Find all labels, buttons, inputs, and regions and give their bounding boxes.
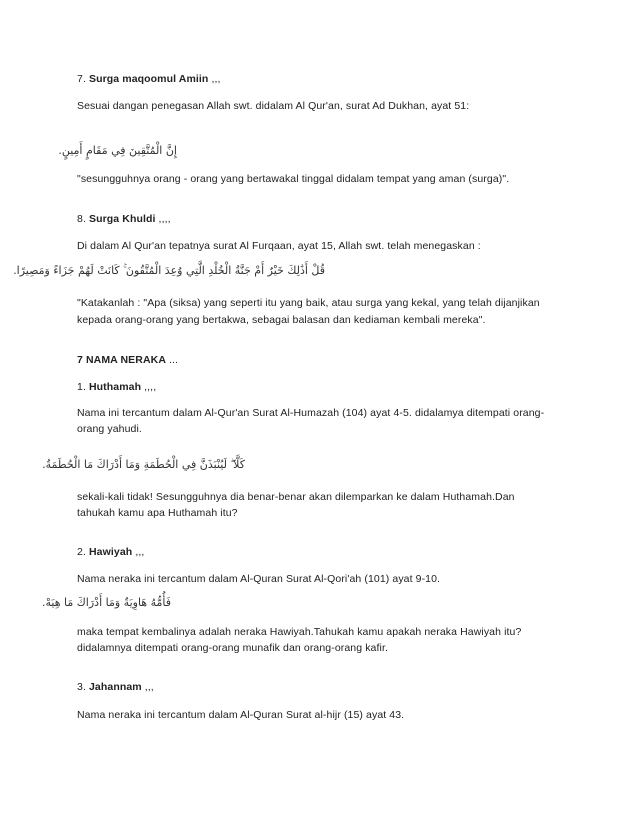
arabic-verse: إِنَّ الْمُتَّقِينَ فِي مَقَامٍ أَمِينٍ.: [58, 144, 177, 157]
section-number: 3.: [77, 681, 89, 693]
section-title: 7 NAMA NERAKA: [77, 354, 166, 366]
section-heading-7-nama-neraka: [77, 353, 178, 368]
verse-translation: maka tempat kembalinya adalah neraka Hawiyah.Tahukah kamu apakah neraka Hawiyah itu? didalamnya ditempati orang-orang munafik dan orang-orang kafir.: [77, 626, 522, 654]
section-suffix: ,,,,: [155, 213, 171, 225]
paragraph-intro: Nama neraka ini tercantum dalam Al-Quran Surat al-hijr (15) ayat 43.: [77, 709, 405, 721]
section-title: Jahannam: [88, 681, 142, 693]
section-title: Surga maqoomul Amiin: [88, 73, 209, 85]
paragraph-intro: Di dalam Al Qur'an tepatnya surat Al Furqaan, ayat 15, Allah swt. telah menegaskan :: [77, 240, 481, 252]
arabic-verse: كَلَّا ۖ لَيُنْبَذَنَّ فِي الْحُطَمَةِ وَمَا أَدْرَاكَ مَا الْحُطَمَةُ.: [42, 458, 245, 471]
section-heading-surga-khuldi: [77, 212, 171, 227]
section-number: 8.: [77, 213, 89, 225]
paragraph-intro: Sesuai dangan penegasan Allah swt. didalam Al Qur'an, surat Ad Dukhan, ayat 51:: [77, 100, 470, 112]
section-heading-huthamah: [77, 380, 156, 395]
paragraph-intro: Nama neraka ini tercantum dalam Al-Quran Surat Al-Qori'ah (101) ayat 9-10.: [77, 573, 441, 585]
section-suffix: ,,,: [208, 73, 221, 85]
section-heading-jahannam: [77, 680, 154, 695]
verse-translation-line-2: kepada orang-orang yang bertakwa, sebagai balasan dan kediaman kembali mereka".: [77, 314, 486, 326]
section-heading-hawiyah: [77, 545, 144, 560]
paragraph-intro: Nama ini tercantum dalam Al-Qur'an Surat Al-Humazah (104) ayat 4-5. didalamya ditempati orang-orang yahudi.: [77, 407, 545, 435]
section-suffix: ,,,: [141, 681, 154, 693]
section-number: 7.: [77, 73, 89, 85]
section-title: Hawiyah: [88, 546, 133, 558]
section-suffix: ...: [166, 354, 179, 366]
section-title: Surga Khuldi: [88, 213, 156, 225]
section-heading-surga-maqoomul-amiin: [77, 72, 221, 87]
arabic-verse: فَأُمُّهُ هَاوِيَةٌ وَمَا أَدْرَاكَ مَا هِيَهْ.: [41, 596, 171, 609]
verse-translation: "sesungguhnya orang - orang yang bertawakal tinggal didalam tempat yang aman (surga)".: [77, 173, 510, 185]
section-title: Huthamah: [88, 381, 142, 393]
section-number: 2.: [77, 546, 89, 558]
section-suffix: ,,,,: [141, 381, 157, 393]
verse-translation: sekali-kali tidak! Sesungguhnya dia benar-benar akan dilemparkan ke dalam Huthamah.Dan tahukah kamu apa Huthamah itu?: [77, 491, 515, 519]
section-suffix: ,,,: [132, 546, 145, 558]
section-number: 1.: [77, 381, 89, 393]
arabic-verse: قُلْ أَذَٰلِكَ خَيْرٌ أَمْ جَنَّةُ الْخُلْدِ الَّتِي وُعِدَ الْمُتَّقُونَ ۚ كَانَتْ لَهُمْ جَزَاءً وَمَصِيرًا.: [13, 264, 325, 277]
verse-translation-line-1: "Katakanlah : "Apa (siksa) yang seperti itu yang baik, atau surga yang kekal, yang telah dijanjikan: [77, 297, 540, 309]
